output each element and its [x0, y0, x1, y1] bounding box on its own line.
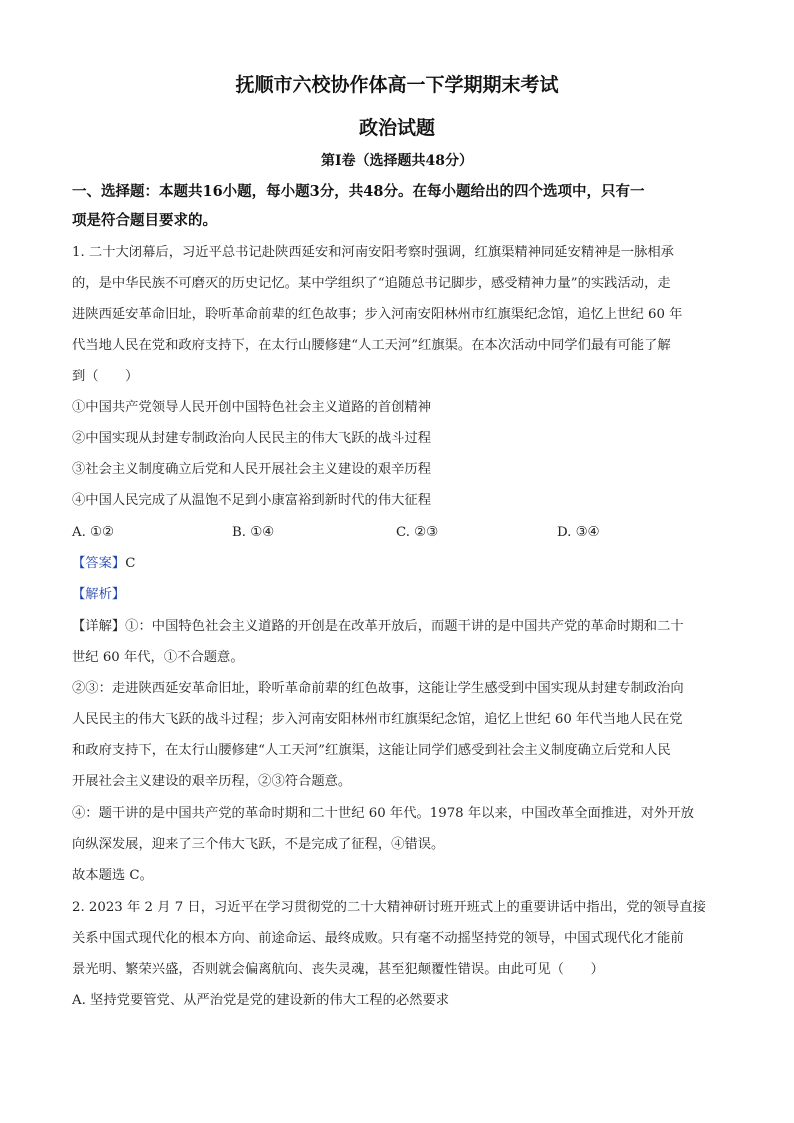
q1-answer	[72, 554, 135, 574]
q1-detail-line: 故本题选 C。	[72, 868, 153, 883]
exam-subtitle: 政治试题	[358, 117, 435, 139]
q2-stem-line: 关系中国式现代化的根本方向、前途命运、最终成败。只有毫不动摇坚持党的领导，中国式现代化才能前	[72, 931, 684, 946]
q1-option-d: D. ③④	[557, 525, 600, 540]
q1-stem-line: 进陕西延安革命旧址，聆听革命前辈的红色故事；步入河南安阳林州市红旗渠纪念馆，追忆上世纪 60 年	[72, 307, 683, 322]
q1-option-c: C. ②③	[396, 525, 438, 540]
q1-detail-line: 向纵深发展，迎来了三个伟大飞跃，不是完成了征程，④错误。	[72, 837, 445, 852]
answer-value: C	[125, 556, 136, 571]
q2-stem-line: 景光明、繁荣兴盛，否则就会偏离航向、丧失灵魂，甚至犯颠覆性错误。由此可见（ ）	[72, 962, 604, 977]
q1-detail-line: 和政府支持下，在太行山腰修建“人工天河”红旗渠，这能让同学们感受到社会主义制度确立后党和人民	[72, 743, 671, 758]
q1-stem-line: 到（ ）	[72, 369, 139, 384]
exam-title: 抚顺市六校协作体高一下学期期末考试	[235, 74, 559, 96]
q1-detail-line: 世纪 60 年代，①不合题意。	[72, 650, 244, 665]
q1-stem-line: 的，是中华民族不可磨灭的历史记忆。某中学组织了“追随总书记脚步，感受精神力量”的实践活动，走	[72, 276, 671, 291]
volume-heading: 第Ⅰ卷（选择题共48分）	[320, 153, 474, 169]
q1-stem-line: 代当地人民在党和政府支持下，在太行山腰修建“人工天河”红旗渠。在本次活动中同学们最有可能了解	[72, 338, 671, 353]
q1-detail-line: 人民民主的伟大飞跃的战斗过程；步入河南安阳林州市红旗渠纪念馆，追忆上世纪 60 年代当地人民在党	[72, 712, 683, 727]
q2-stem-line: 2. 2023 年 2 月 7 日，习近平在学习贯彻党的二十大精神研讨班开班式上的重要讲话中指出，党的领导直接	[72, 900, 706, 915]
q1-option-b: B. ①④	[232, 525, 275, 540]
section-instruction-line: 项是符合题目要求的。	[72, 212, 217, 229]
q1-item: ④中国人民完成了从温饱不足到小康富裕到新时代的伟大征程	[72, 493, 432, 508]
section-instruction-line: 一、选择题：本题共16小题，每小题3分，共48分。在每小题给出的四个选项中，只有一	[72, 183, 645, 200]
answer-label: 【答案】	[72, 556, 126, 571]
q1-detail-line: 开展社会主义建设的艰辛历程，②③符合题意。	[72, 774, 352, 789]
q1-item: ③社会主义制度确立后党和人民开展社会主义建设的艰辛历程	[72, 462, 432, 477]
q1-stem-line: 1. 二十大闭幕后，习近平总书记赴陕西延安和河南安阳考察时强调，红旗渠精神同延安精神是一脉相承	[72, 245, 674, 260]
q1-detail-line: 【详解】①：中国特色社会主义道路的开创是在改革开放后，而题干讲的是中国共产党的革命时期和二十	[72, 619, 684, 634]
q1-item: ②中国实现从封建专制政治向人民民主的伟大飞跃的战斗过程	[72, 431, 432, 446]
q1-detail-line: ②③：走进陕西延安革命旧址，聆听革命前辈的红色故事，这能让学生感受到中国实现从封建专制政治向	[72, 681, 684, 696]
q2-option-a: A. 坚持党要管党、从严治党是党的建设新的伟大工程的必然要求	[72, 993, 450, 1008]
q1-detail-line: ④：题干讲的是中国共产党的革命时期和二十世纪 60 年代。1978 年以来，中国改革全面推进，对外开放	[72, 806, 694, 821]
q1-item: ①中国共产党领导人民开创中国特色社会主义道路的首创精神	[72, 400, 432, 415]
analysis-label: 【解析】	[72, 587, 126, 602]
q1-option-a: A. ①②	[72, 525, 114, 540]
